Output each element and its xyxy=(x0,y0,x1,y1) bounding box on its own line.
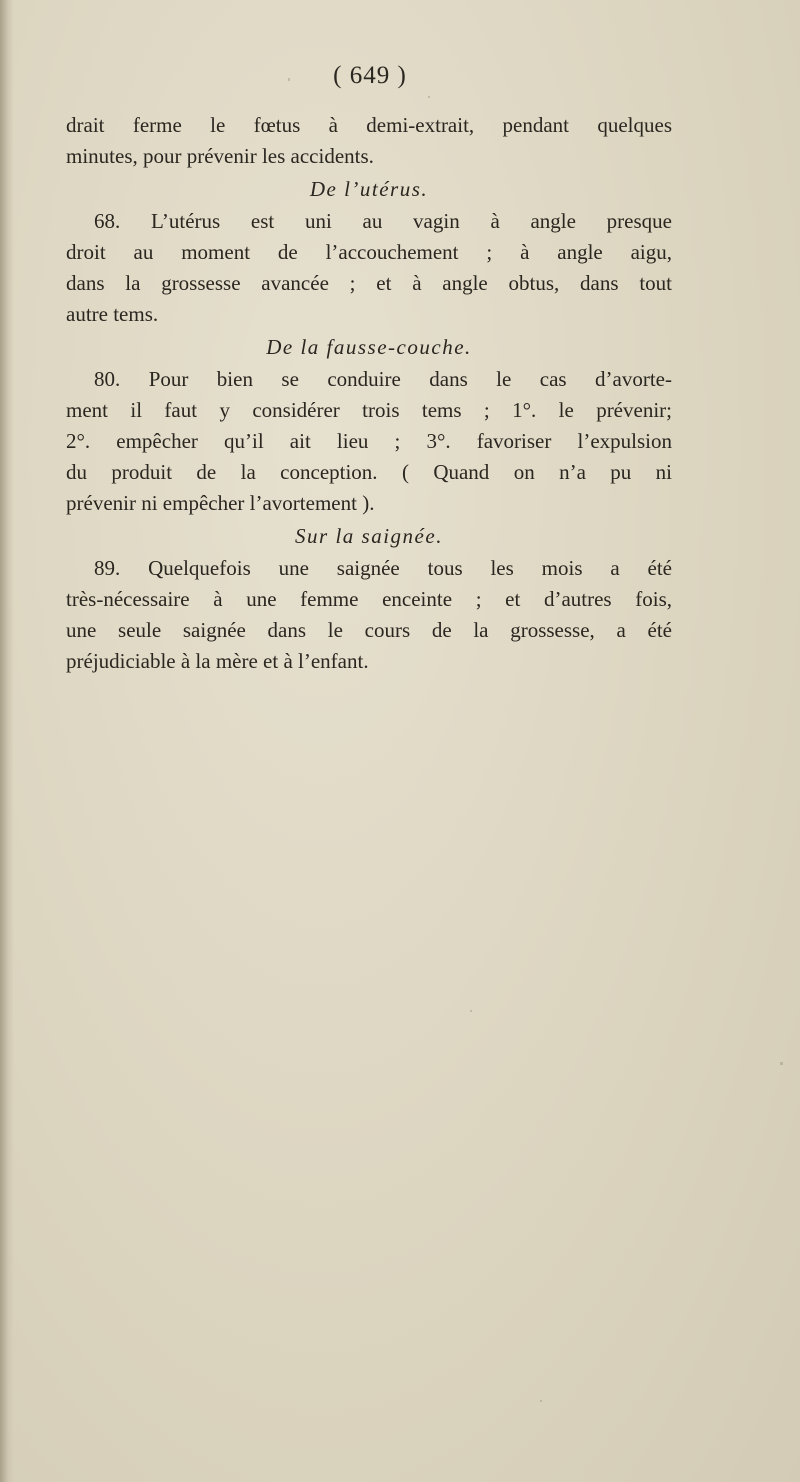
text-line: 89. Quelquefois une saignée tous les mois a été xyxy=(94,556,672,580)
text-line: une seule saignée dans le cours de la grossesse, a été xyxy=(66,618,672,642)
text-line: préjudiciable à la mère et à l’enfant. xyxy=(66,649,369,673)
paper-speck xyxy=(540,1400,542,1402)
paper-speck xyxy=(780,1062,783,1065)
section-heading-fausse-couche: De la fausse-couche. xyxy=(266,335,472,359)
section-heading-uterus: De l’utérus. xyxy=(309,177,429,201)
paper-speck xyxy=(470,1010,472,1012)
page-binding-edge xyxy=(0,0,14,1482)
text-line: 68. L’utérus est uni au vagin à angle presque xyxy=(94,209,672,233)
page-body-text xyxy=(66,110,672,677)
text-line: du produit de la conception. ( Quand on n’a pu ni xyxy=(66,460,672,484)
text-line: minutes, pour prévenir les accidents. xyxy=(66,144,374,168)
paper-speck xyxy=(428,96,430,98)
text-line: ment il faut y considérer trois tems ; 1°. le prévenir; xyxy=(66,398,672,422)
text-line: drait ferme le fœtus à demi-extrait, pendant quelques xyxy=(66,113,672,137)
text-line: prévenir ni empêcher l’avortement ). xyxy=(66,491,375,515)
text-line: 2°. empêcher qu’il ait lieu ; 3°. favoriser l’expulsion xyxy=(66,429,672,453)
page-number: ( 649 ) xyxy=(333,62,407,89)
text-line: 80. Pour bien se conduire dans le cas d’avorte- xyxy=(94,367,672,391)
text-line: autre tems. xyxy=(66,302,159,326)
text-line: très-nécessaire à une femme enceinte ; et d’autres fois, xyxy=(66,587,672,611)
text-line: droit au moment de l’accouchement ; à angle aigu, xyxy=(66,240,672,264)
text-line: dans la grossesse avancée ; et à angle obtus, dans tout xyxy=(66,271,672,295)
section-heading-saignee: Sur la saignée. xyxy=(295,524,443,548)
